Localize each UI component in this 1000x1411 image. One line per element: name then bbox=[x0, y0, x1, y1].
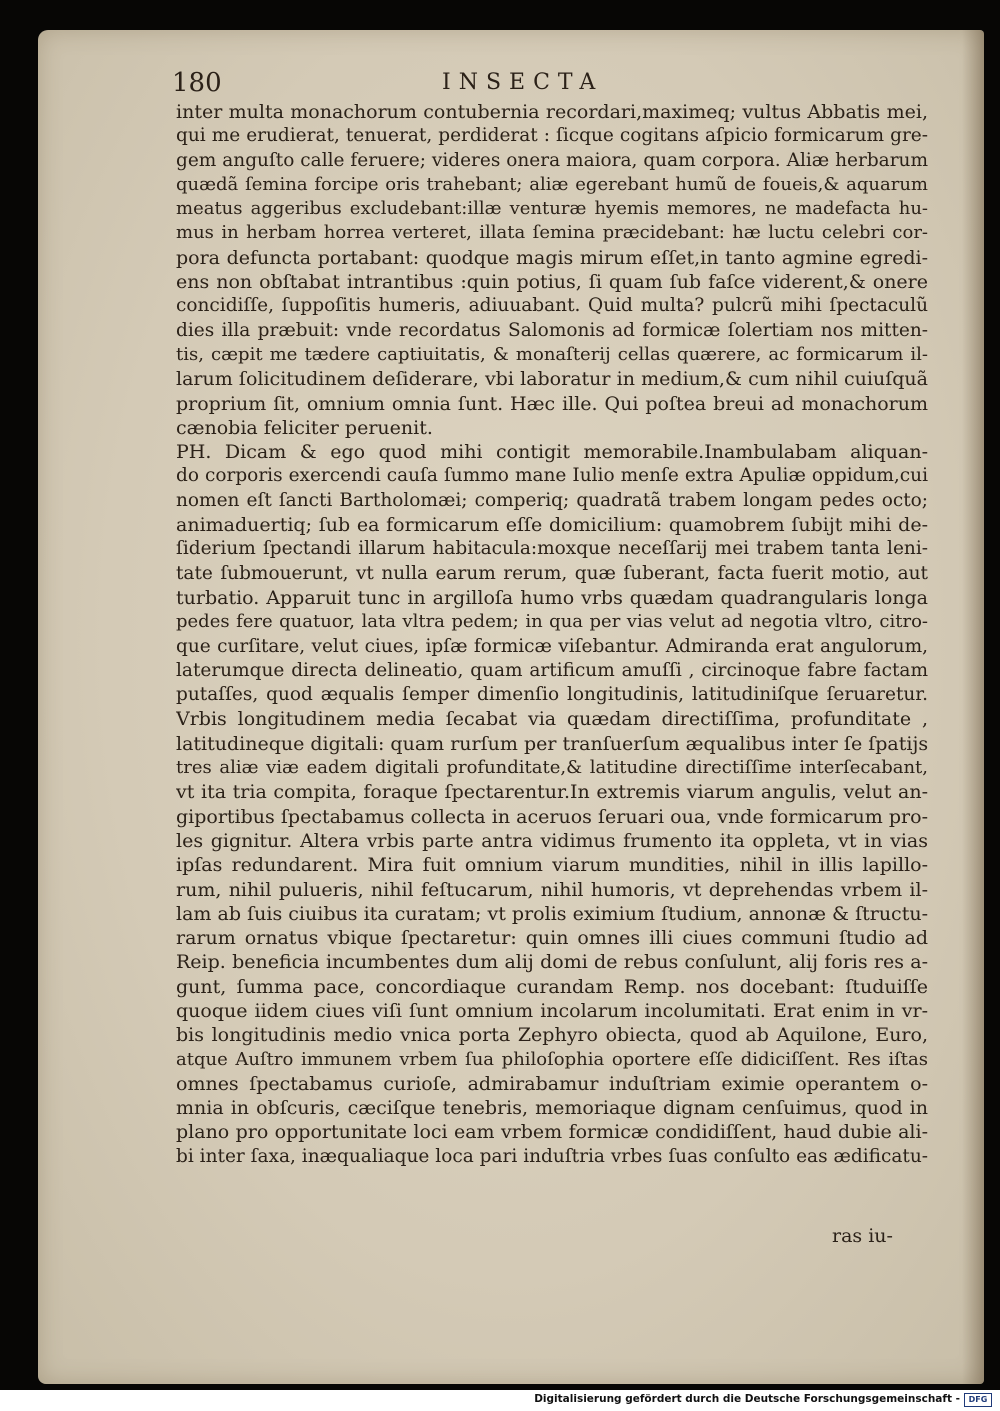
text-line: quædã ſemina forcipe oris trahebant; aliæ egerebant humũ de foueis,& aquarum bbox=[176, 173, 928, 195]
text-line: pora defuncta portabant: quodque magis mirum eſſet,in tanto agmine egredi- bbox=[176, 246, 928, 269]
text-line: mnia in obſcuris, cæciſque tenebris, memoriaque dignam cenſuimus, quod in bbox=[176, 1097, 928, 1120]
text-line: omnes ſpectabamus curioſe, admirabamur induſtriam eximie operantem o- bbox=[176, 1072, 928, 1095]
text-line: atque Auſtro immunem vrbem ſua philoſophia oportere eſſe didiciſſent. Res iſtas bbox=[176, 1048, 928, 1070]
text-line: bis longitudinis medio vnica porta Zephyro obiecta, quod ab Aquilone, Euro, bbox=[176, 1024, 928, 1047]
running-head: INSECTA bbox=[442, 70, 604, 95]
footer-credit: Digitalisierung gefördert durch die Deutsche Forschungsgemeinschaft - bbox=[534, 1393, 960, 1405]
text-line: mus in herbam horrea verteret, illata ſemina præcidebant: hæ luctu celebri cor- bbox=[176, 222, 928, 244]
text-line: meatus aggeribus excludebant:illæ venturæ hyemis memores, ne madefacta hu- bbox=[176, 198, 928, 220]
dfg-logo-icon: DFG bbox=[964, 1393, 992, 1407]
body-text bbox=[176, 100, 928, 1169]
text-line: tres aliæ viæ eadem digitali profunditate,& latitudine directiſſime interſecabant, bbox=[176, 757, 928, 779]
text-line: dies illa præbuit: vnde recordatus Salomonis ad formicæ ſolertiam nos mitten- bbox=[176, 319, 928, 341]
text-line: ipſas redundarent. Mira fuit omnium viarum mundities, nihil in illis lapillo- bbox=[176, 854, 928, 877]
text-line: les gignitur. Altera vrbis parte antra vidimus frumento ita oppleta, vt in vias bbox=[176, 829, 928, 852]
text-line: vt ita tria compita, foraque ſpectarentur.In extremis viarum angulis, velut an- bbox=[176, 781, 928, 804]
text-line: laterumque directa delineatio, quam artificum amuſſi , circinoque fabre factam bbox=[176, 659, 928, 681]
text-line: tate ſubmouerunt, vt nulla earum rerum, quæ ſuberant, facta fuerit motio, aut bbox=[176, 562, 928, 584]
text-line: turbatio. Apparuit tunc in argilloſa humo vrbs quædam quadrangularis longa bbox=[176, 586, 928, 609]
page-header bbox=[172, 68, 650, 104]
text-line: ſiderium ſpectandi illarum habitacula:moxque neceſſarij mei trabem tanta leni- bbox=[176, 538, 928, 560]
text-line: proprium ſit, omnium omnia ſunt. Hæc ille. Qui poſtea breui ad monachorum bbox=[176, 392, 928, 415]
text-line: que curſitare, velut ciues, ipſæ formicæ viſebantur. Admiranda erat angulorum, bbox=[176, 635, 928, 657]
text-line: plano pro opportunitate loci eam vrbem formicæ condidiſſent, haud dubie ali- bbox=[176, 1121, 928, 1144]
text-line: qui me erudierat, tenuerat, perdiderat : ſicque cogitans aſpicio formicarum gre- bbox=[176, 125, 928, 147]
text-line: gunt, ſumma pace, concordiaque curandam Remp. nos docebant: ſtuduiſſe bbox=[176, 975, 928, 998]
text-line: quoque iidem ciues viſi ſunt omnium incolarum incolumitati. Erat enim in vr- bbox=[176, 999, 928, 1022]
text-line: putaſſes, quod æqualis ſemper dimenſio longitudinis, latitudiniſque ſeruaretur. bbox=[176, 684, 928, 706]
page-number: 180 bbox=[172, 68, 222, 98]
catchword: ras iu- bbox=[832, 1225, 893, 1247]
text-line: tis, cæpit me tædere captiuitatis, & monaſterij cellas quærere, ac formicarum il- bbox=[176, 343, 928, 365]
text-line: latitudineque digitali: quam rurſum per tranſuerſum æqualibus inter ſe ſpatijs bbox=[176, 732, 928, 755]
text-line: Vrbis longitudinem media ſecabat via quædam directiſſima, profunditate , bbox=[176, 708, 928, 731]
text-line: rum, nihil pulueris, nihil feſtucarum, nihil humoris, vt deprehendas vrbem il- bbox=[176, 878, 928, 901]
text-line: animaduertiq; ſub ea formicarum eſſe domicilium: quamobrem ſubijt mihi de- bbox=[176, 514, 928, 537]
text-line: PH. Dicam & ego quod mihi contigit memorabile.Inambulabam aliquan- bbox=[176, 441, 928, 464]
text-line: giportibus ſpectabamus collecta in aceruos ſeruari oua, vnde formicarum pro- bbox=[176, 805, 928, 828]
text-line: ens non obſtabat intrantibus :quin potius, ſi quam ſub faſce viderent,& onere bbox=[176, 271, 928, 294]
text-line: Reip. beneficia incumbentes dum alij domi de rebus conſulunt, alij foris res a- bbox=[176, 951, 928, 974]
footer-bar bbox=[0, 1390, 1000, 1411]
text-line: pedes fere quatuor, lata vltra pedem; in qua per vias velut ad negotia vltro, citro- bbox=[176, 611, 928, 633]
text-line: bi inter ſaxa, inæqualiaque loca pari induſtria vrbes ſuas conſulto eas ædificatu- bbox=[176, 1145, 928, 1167]
text-line: rarum ornatus vbique ſpectaretur: quin omnes illi ciues communi ſtudio ad bbox=[176, 927, 928, 950]
text-line: lam ab ſuis ciuibus ita curatam; vt prolis eximium ſtudium, annonæ & ſtructu- bbox=[176, 902, 928, 925]
text-line: larum ſolicitudinem deſiderare, vbi laboratur in medium,& cum nihil cuiuſquã bbox=[176, 368, 928, 391]
text-line: do corporis exercendi cauſa ſummo mane Iulio menſe extra Apuliæ oppidum,cui bbox=[176, 465, 928, 487]
text-line: cænobia feliciter peruenit. bbox=[176, 416, 433, 439]
text-line: inter multa monachorum contubernia recordari,maximeq; vultus Abbatis mei, bbox=[176, 101, 928, 123]
text-line: concidiſſe, ſuppoſitis humeris, adiuuabant. Quid multa? pulcrũ mihi ſpectaculũ bbox=[176, 295, 928, 317]
text-line: nomen eſt ſancti Bartholomæi; comperiq; quadratã trabem longam pedes octo; bbox=[176, 489, 928, 511]
page-edge-shadow bbox=[962, 30, 984, 1384]
text-line: gem anguſto calle feruere; videres onera maiora, quam corpora. Aliæ herbarum bbox=[176, 149, 928, 171]
